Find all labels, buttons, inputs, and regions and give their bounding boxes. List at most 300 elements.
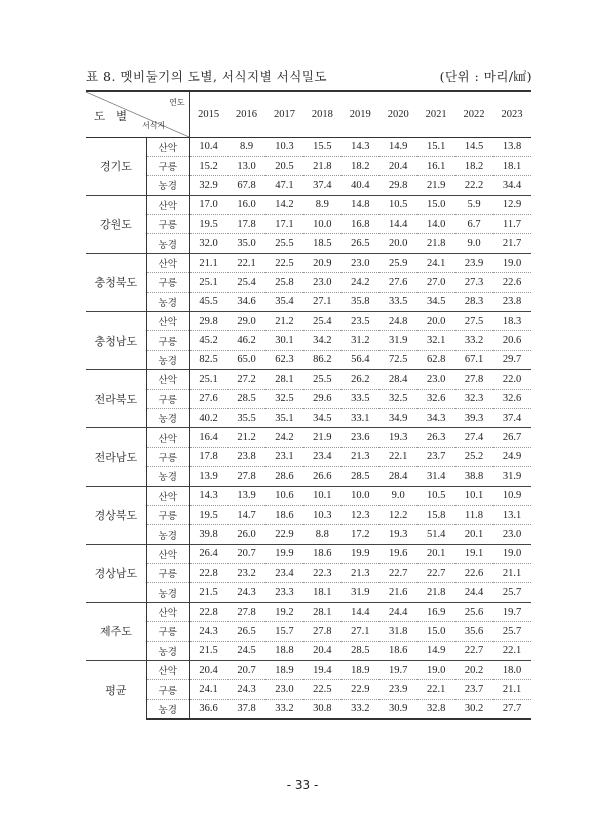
habitat-cell: 산악: [146, 370, 189, 389]
density-value-cell: 8.8: [303, 525, 341, 544]
density-value-cell: 21.8: [303, 156, 341, 175]
density-value-cell: 47.1: [265, 176, 303, 195]
density-value-cell: 10.3: [303, 505, 341, 524]
habitat-cell: 농경: [146, 176, 189, 195]
density-value-cell: 35.1: [265, 408, 303, 427]
density-value-cell: 25.4: [228, 273, 266, 292]
habitat-cell: 구릉: [146, 447, 189, 466]
density-value-cell: 19.5: [189, 215, 227, 234]
region-cell: 제주도: [86, 602, 146, 660]
density-value-cell: 27.1: [341, 622, 379, 641]
density-value-cell: 10.9: [493, 486, 531, 505]
density-value-cell: 19.0: [417, 661, 455, 680]
habitat-cell: 농경: [146, 467, 189, 486]
density-value-cell: 34.3: [417, 408, 455, 427]
density-value-cell: 25.2: [455, 447, 493, 466]
density-value-cell: 25.9: [379, 253, 417, 272]
year-header: 2018: [303, 91, 341, 137]
density-value-cell: 18.6: [265, 505, 303, 524]
year-header: 2023: [493, 91, 531, 137]
table-row: [86, 486, 531, 505]
density-value-cell: 27.1: [303, 292, 341, 311]
region-cell: 충청북도: [86, 253, 146, 311]
density-value-cell: 27.6: [379, 273, 417, 292]
density-value-cell: 29.8: [189, 312, 227, 331]
density-value-cell: 31.9: [379, 331, 417, 350]
density-value-cell: 34.2: [303, 331, 341, 350]
table-row: [86, 447, 531, 466]
habitat-cell: 구릉: [146, 680, 189, 699]
density-value-cell: 22.8: [189, 564, 227, 583]
density-value-cell: 33.5: [341, 389, 379, 408]
density-value-cell: 19.7: [493, 602, 531, 621]
density-value-cell: 32.1: [417, 331, 455, 350]
density-value-cell: 31.2: [341, 331, 379, 350]
density-value-cell: 32.5: [379, 389, 417, 408]
table-row: [86, 544, 531, 563]
table-unit: (단위 : 마리/㎢): [439, 69, 532, 84]
density-value-cell: 22.3: [303, 564, 341, 583]
density-value-cell: 10.1: [303, 486, 341, 505]
density-value-cell: 31.4: [417, 467, 455, 486]
density-value-cell: 22.7: [379, 564, 417, 583]
density-value-cell: 18.8: [265, 641, 303, 660]
habitat-cell: 산악: [146, 544, 189, 563]
habitat-cell: 산악: [146, 602, 189, 621]
density-value-cell: 62.8: [417, 350, 455, 369]
density-value-cell: 67.1: [455, 350, 493, 369]
density-value-cell: 27.3: [455, 273, 493, 292]
year-header: 2022: [455, 91, 493, 137]
corner-main-label: 도 별: [94, 111, 132, 123]
density-value-cell: 27.8: [228, 602, 266, 621]
density-value-cell: 15.0: [417, 622, 455, 641]
density-value-cell: 19.7: [379, 661, 417, 680]
density-value-cell: 29.0: [228, 312, 266, 331]
density-value-cell: 19.4: [303, 661, 341, 680]
habitat-cell: 구릉: [146, 564, 189, 583]
density-value-cell: 19.9: [341, 544, 379, 563]
density-value-cell: 40.4: [341, 176, 379, 195]
habitat-cell: 농경: [146, 583, 189, 602]
table-body: [86, 137, 531, 719]
density-value-cell: 20.4: [189, 661, 227, 680]
density-value-cell: 20.6: [493, 331, 531, 350]
density-value-cell: 21.5: [189, 641, 227, 660]
density-value-cell: 24.3: [228, 583, 266, 602]
density-value-cell: 33.1: [341, 408, 379, 427]
density-value-cell: 14.9: [417, 641, 455, 660]
density-value-cell: 12.2: [379, 505, 417, 524]
density-value-cell: 25.4: [303, 312, 341, 331]
density-value-cell: 28.4: [379, 370, 417, 389]
density-value-cell: 23.7: [417, 447, 455, 466]
density-value-cell: 31.9: [493, 467, 531, 486]
density-value-cell: 24.5: [228, 641, 266, 660]
year-header: 2020: [379, 91, 417, 137]
table-row: [86, 408, 531, 427]
density-value-cell: 17.2: [341, 525, 379, 544]
density-value-cell: 32.9: [189, 176, 227, 195]
density-value-cell: 15.7: [265, 622, 303, 641]
density-value-cell: 32.0: [189, 234, 227, 253]
density-value-cell: 34.6: [228, 292, 266, 311]
density-value-cell: 24.4: [379, 602, 417, 621]
density-value-cell: 8.9: [303, 195, 341, 214]
density-value-cell: 33.2: [455, 331, 493, 350]
density-value-cell: 20.5: [265, 156, 303, 175]
density-value-cell: 18.5: [303, 234, 341, 253]
region-cell: 경상북도: [86, 486, 146, 544]
density-value-cell: 35.5: [228, 408, 266, 427]
density-value-cell: 20.2: [455, 661, 493, 680]
density-value-cell: 16.1: [417, 156, 455, 175]
density-value-cell: 45.5: [189, 292, 227, 311]
density-value-cell: 25.5: [265, 234, 303, 253]
density-value-cell: 16.0: [228, 195, 266, 214]
density-value-cell: 13.0: [228, 156, 266, 175]
density-value-cell: 20.1: [417, 544, 455, 563]
density-value-cell: 20.4: [379, 156, 417, 175]
density-value-cell: 23.9: [455, 253, 493, 272]
table-row: [86, 428, 531, 447]
density-value-cell: 15.2: [189, 156, 227, 175]
density-value-cell: 18.1: [303, 583, 341, 602]
density-value-cell: 22.5: [265, 253, 303, 272]
density-value-cell: 14.5: [455, 137, 493, 156]
density-value-cell: 30.1: [265, 331, 303, 350]
header-row: [86, 91, 531, 137]
density-value-cell: 23.0: [417, 370, 455, 389]
density-value-cell: 27.6: [189, 389, 227, 408]
region-cell: 전라북도: [86, 370, 146, 428]
habitat-cell: 산악: [146, 486, 189, 505]
habitat-cell: 농경: [146, 292, 189, 311]
habitat-cell: 산악: [146, 195, 189, 214]
table-title: 표 8. 멧비둘기의 도별, 서식지별 서식밀도: [86, 69, 327, 84]
table-row: [86, 350, 531, 369]
density-value-cell: 9.0: [379, 486, 417, 505]
density-value-cell: 17.1: [265, 215, 303, 234]
density-value-cell: 22.9: [265, 525, 303, 544]
density-value-cell: 35.8: [341, 292, 379, 311]
density-value-cell: 67.8: [228, 176, 266, 195]
density-value-cell: 5.9: [455, 195, 493, 214]
density-value-cell: 28.5: [341, 467, 379, 486]
habitat-cell: 농경: [146, 641, 189, 660]
habitat-cell: 산악: [146, 428, 189, 447]
density-value-cell: 14.0: [417, 215, 455, 234]
density-value-cell: 14.4: [341, 602, 379, 621]
density-value-cell: 46.2: [228, 331, 266, 350]
density-value-cell: 21.9: [303, 428, 341, 447]
density-value-cell: 25.8: [265, 273, 303, 292]
density-value-cell: 29.8: [379, 176, 417, 195]
density-value-cell: 27.8: [228, 467, 266, 486]
density-value-cell: 22.7: [455, 641, 493, 660]
habitat-cell: 농경: [146, 525, 189, 544]
density-value-cell: 18.2: [455, 156, 493, 175]
density-value-cell: 35.0: [228, 234, 266, 253]
density-value-cell: 15.0: [417, 195, 455, 214]
density-value-cell: 26.5: [341, 234, 379, 253]
corner-header-cell: [86, 91, 189, 137]
density-value-cell: 27.8: [455, 370, 493, 389]
table-row: [86, 602, 531, 621]
density-value-cell: 32.8: [417, 699, 455, 718]
habitat-cell: 구릉: [146, 389, 189, 408]
density-value-cell: 27.2: [228, 370, 266, 389]
density-value-cell: 25.5: [303, 370, 341, 389]
density-value-cell: 22.6: [455, 564, 493, 583]
density-value-cell: 35.6: [455, 622, 493, 641]
density-value-cell: 15.1: [417, 137, 455, 156]
density-value-cell: 15.8: [417, 505, 455, 524]
table-row: [86, 156, 531, 175]
habitat-cell: 산악: [146, 253, 189, 272]
density-value-cell: 27.0: [417, 273, 455, 292]
habitat-cell: 구릉: [146, 215, 189, 234]
density-value-cell: 23.0: [341, 253, 379, 272]
density-value-cell: 21.2: [265, 312, 303, 331]
density-value-cell: 22.8: [189, 602, 227, 621]
table-row: [86, 137, 531, 156]
density-value-cell: 20.4: [303, 641, 341, 660]
density-value-cell: 24.4: [455, 583, 493, 602]
density-value-cell: 22.1: [493, 641, 531, 660]
region-cell: 평균: [86, 661, 146, 719]
density-value-cell: 28.3: [455, 292, 493, 311]
density-value-cell: 18.0: [493, 661, 531, 680]
density-value-cell: 10.6: [265, 486, 303, 505]
density-value-cell: 23.3: [265, 583, 303, 602]
habitat-cell: 구릉: [146, 273, 189, 292]
density-value-cell: 24.9: [493, 447, 531, 466]
density-table: [86, 90, 531, 720]
table-row: [86, 564, 531, 583]
region-cell: 전라남도: [86, 428, 146, 486]
density-value-cell: 72.5: [379, 350, 417, 369]
density-value-cell: 20.0: [417, 312, 455, 331]
density-value-cell: 26.5: [228, 622, 266, 641]
table-row: [86, 253, 531, 272]
density-value-cell: 22.5: [303, 680, 341, 699]
density-value-cell: 19.6: [379, 544, 417, 563]
density-value-cell: 12.9: [493, 195, 531, 214]
corner-bottom-label: 서식지: [142, 121, 166, 130]
region-cell: 경기도: [86, 137, 146, 195]
density-value-cell: 21.5: [189, 583, 227, 602]
density-value-cell: 18.6: [379, 641, 417, 660]
density-value-cell: 26.6: [303, 467, 341, 486]
year-header: 2021: [417, 91, 455, 137]
density-value-cell: 17.8: [228, 215, 266, 234]
habitat-cell: 구릉: [146, 156, 189, 175]
density-value-cell: 26.3: [417, 428, 455, 447]
density-value-cell: 6.7: [455, 215, 493, 234]
habitat-cell: 구릉: [146, 505, 189, 524]
density-value-cell: 27.7: [493, 699, 531, 718]
density-value-cell: 17.8: [189, 447, 227, 466]
density-value-cell: 23.2: [228, 564, 266, 583]
density-value-cell: 23.7: [455, 680, 493, 699]
habitat-cell: 산악: [146, 312, 189, 331]
density-value-cell: 13.1: [493, 505, 531, 524]
table-row: [86, 195, 531, 214]
density-value-cell: 20.0: [379, 234, 417, 253]
density-value-cell: 8.9: [228, 137, 266, 156]
density-value-cell: 18.3: [493, 312, 531, 331]
density-value-cell: 32.3: [455, 389, 493, 408]
density-value-cell: 10.1: [455, 486, 493, 505]
density-value-cell: 18.6: [303, 544, 341, 563]
density-value-cell: 11.7: [493, 215, 531, 234]
density-value-cell: 13.8: [493, 137, 531, 156]
density-value-cell: 33.2: [265, 699, 303, 718]
table-row: [86, 292, 531, 311]
density-value-cell: 39.8: [189, 525, 227, 544]
density-value-cell: 82.5: [189, 350, 227, 369]
habitat-cell: 농경: [146, 408, 189, 427]
density-value-cell: 28.6: [265, 467, 303, 486]
density-value-cell: 22.6: [493, 273, 531, 292]
density-value-cell: 22.9: [341, 680, 379, 699]
density-value-cell: 34.5: [303, 408, 341, 427]
density-value-cell: 35.4: [265, 292, 303, 311]
density-value-cell: 15.5: [303, 137, 341, 156]
density-value-cell: 10.4: [189, 137, 227, 156]
density-value-cell: 37.4: [303, 176, 341, 195]
density-value-cell: 22.1: [379, 447, 417, 466]
density-value-cell: 24.1: [189, 680, 227, 699]
year-header: 2015: [189, 91, 227, 137]
density-value-cell: 34.4: [493, 176, 531, 195]
density-value-cell: 18.9: [341, 661, 379, 680]
table-row: [86, 312, 531, 331]
table-row: [86, 370, 531, 389]
density-value-cell: 23.8: [493, 292, 531, 311]
density-value-cell: 24.3: [189, 622, 227, 641]
density-value-cell: 24.2: [265, 428, 303, 447]
density-value-cell: 18.2: [341, 156, 379, 175]
density-value-cell: 25.1: [189, 370, 227, 389]
density-value-cell: 21.1: [493, 680, 531, 699]
density-value-cell: 19.0: [493, 253, 531, 272]
density-value-cell: 10.3: [265, 137, 303, 156]
density-value-cell: 25.1: [189, 273, 227, 292]
density-value-cell: 19.5: [189, 505, 227, 524]
table-row: [86, 680, 531, 699]
density-value-cell: 22.1: [228, 253, 266, 272]
density-value-cell: 22.0: [493, 370, 531, 389]
table-row: [86, 331, 531, 350]
density-value-cell: 10.0: [303, 215, 341, 234]
table-row: [86, 661, 531, 680]
density-value-cell: 23.0: [303, 273, 341, 292]
density-value-cell: 18.1: [493, 156, 531, 175]
density-value-cell: 27.5: [455, 312, 493, 331]
region-cell: 충청남도: [86, 312, 146, 370]
density-value-cell: 21.6: [379, 583, 417, 602]
density-value-cell: 40.2: [189, 408, 227, 427]
density-value-cell: 23.6: [341, 428, 379, 447]
density-value-cell: 26.0: [228, 525, 266, 544]
density-value-cell: 34.5: [417, 292, 455, 311]
density-value-cell: 32.6: [493, 389, 531, 408]
density-value-cell: 10.0: [341, 486, 379, 505]
density-value-cell: 39.3: [455, 408, 493, 427]
region-cell: 경상남도: [86, 544, 146, 602]
density-value-cell: 21.2: [228, 428, 266, 447]
density-value-cell: 25.7: [493, 583, 531, 602]
density-value-cell: 14.3: [341, 137, 379, 156]
table-row: [86, 505, 531, 524]
density-value-cell: 21.9: [417, 176, 455, 195]
density-value-cell: 24.3: [228, 680, 266, 699]
habitat-cell: 구릉: [146, 622, 189, 641]
density-value-cell: 33.5: [379, 292, 417, 311]
table-row: [86, 525, 531, 544]
density-value-cell: 20.9: [303, 253, 341, 272]
density-value-cell: 26.7: [493, 428, 531, 447]
density-value-cell: 20.7: [228, 544, 266, 563]
density-value-cell: 24.1: [417, 253, 455, 272]
density-value-cell: 21.3: [341, 564, 379, 583]
habitat-cell: 농경: [146, 699, 189, 718]
density-value-cell: 14.8: [341, 195, 379, 214]
density-value-cell: 23.4: [265, 564, 303, 583]
habitat-cell: 산악: [146, 137, 189, 156]
density-value-cell: 16.9: [417, 602, 455, 621]
density-value-cell: 20.7: [228, 661, 266, 680]
density-value-cell: 22.7: [417, 564, 455, 583]
table-row: [86, 176, 531, 195]
density-value-cell: 26.2: [341, 370, 379, 389]
density-value-cell: 19.2: [265, 602, 303, 621]
density-value-cell: 23.0: [265, 680, 303, 699]
table-row: [86, 234, 531, 253]
table-row: [86, 215, 531, 234]
density-value-cell: 14.9: [379, 137, 417, 156]
density-value-cell: 27.8: [303, 622, 341, 641]
density-value-cell: 21.1: [189, 253, 227, 272]
density-value-cell: 37.8: [228, 699, 266, 718]
density-value-cell: 23.9: [379, 680, 417, 699]
habitat-cell: 구릉: [146, 331, 189, 350]
density-value-cell: 19.9: [265, 544, 303, 563]
year-header: 2017: [265, 91, 303, 137]
density-value-cell: 10.5: [417, 486, 455, 505]
density-value-cell: 29.6: [303, 389, 341, 408]
table-row: [86, 389, 531, 408]
density-value-cell: 36.6: [189, 699, 227, 718]
density-value-cell: 23.8: [228, 447, 266, 466]
density-value-cell: 28.1: [265, 370, 303, 389]
density-value-cell: 28.5: [228, 389, 266, 408]
density-value-cell: 23.1: [265, 447, 303, 466]
density-value-cell: 19.3: [379, 525, 417, 544]
corner-top-label: 연도: [169, 98, 185, 107]
density-value-cell: 16.4: [189, 428, 227, 447]
density-value-cell: 32.6: [417, 389, 455, 408]
table-row: [86, 583, 531, 602]
habitat-cell: 산악: [146, 661, 189, 680]
density-value-cell: 25.6: [455, 602, 493, 621]
density-value-cell: 28.4: [379, 467, 417, 486]
density-value-cell: 65.0: [228, 350, 266, 369]
density-value-cell: 56.4: [341, 350, 379, 369]
density-value-cell: 51.4: [417, 525, 455, 544]
